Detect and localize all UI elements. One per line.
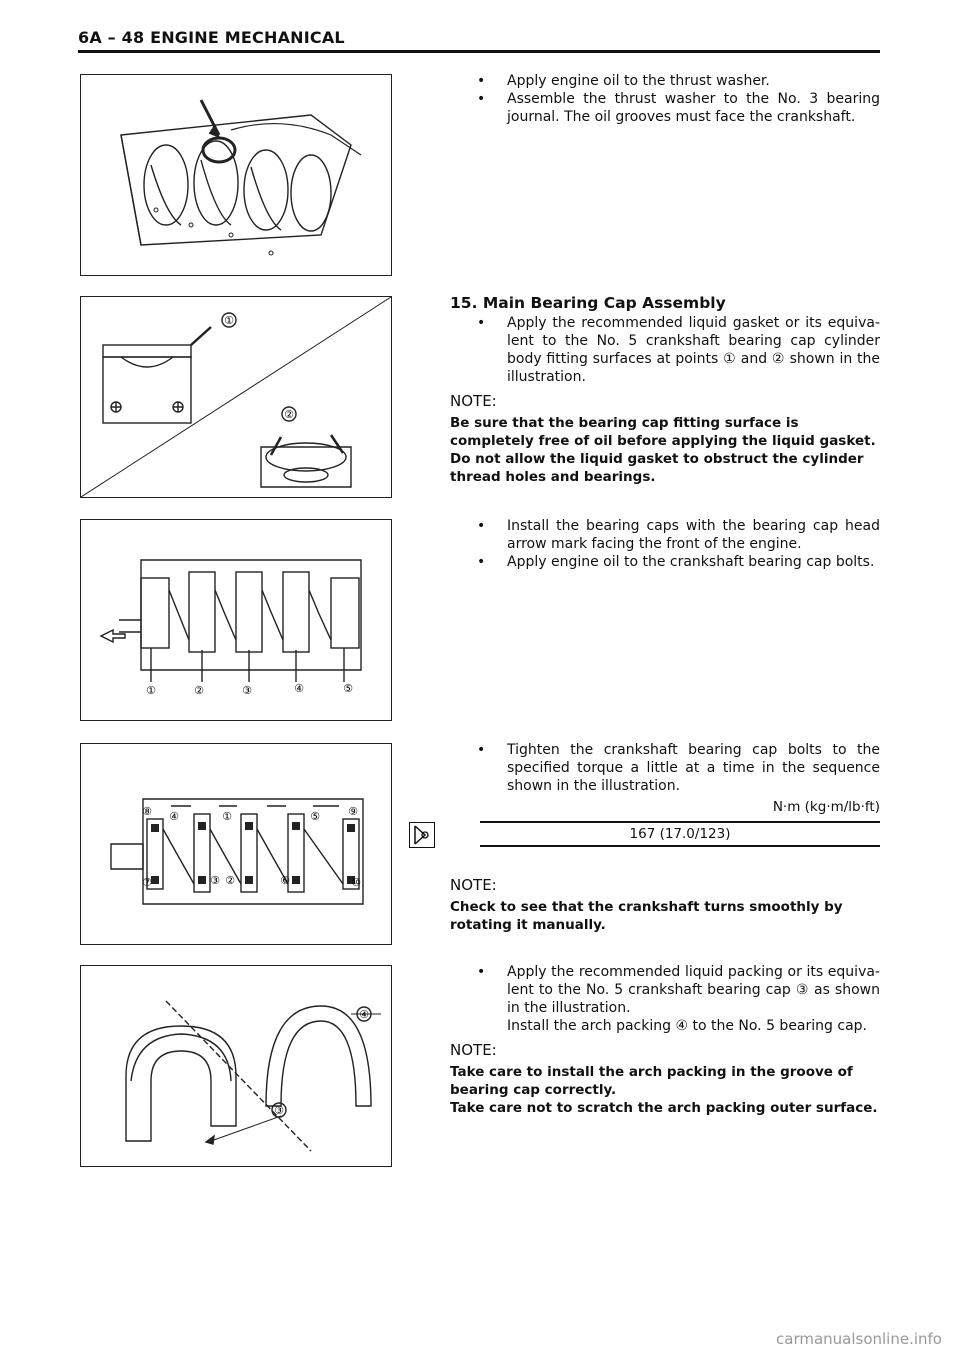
section-tighten-bolts [450, 741, 880, 795]
note-label: NOTE: [450, 876, 497, 894]
figure-tightening-sequence [80, 743, 392, 945]
figure-arch-packing [80, 965, 392, 1167]
callout-2: ② [225, 874, 235, 887]
callout-2: ② [194, 684, 204, 697]
header-rule [78, 50, 880, 53]
callout-4: ④ [359, 1008, 369, 1021]
callout-2: ② [284, 408, 294, 421]
sub-instruction: Install the arch packing ④ to the No. 5 bearing cap. [507, 1018, 867, 1034]
section-main-bearing-cap [450, 294, 880, 486]
note-text: Take care to install the arch packing in the groove of bearing cap correctly. [450, 1064, 853, 1098]
section-install-caps [450, 517, 880, 571]
callout-9: ⑨ [348, 805, 358, 818]
list-item: • Apply the recommended liquid gasket or its equiva-lent to the No. 5 crankshaft bearing cap cylinder body fitting surfaces at points ① and ② shown in the illustration. [450, 314, 880, 386]
callout-3: ③ [242, 684, 252, 697]
section-arch-packing [450, 963, 880, 1117]
callout-4: ④ [294, 682, 304, 695]
tightening-sequence-illustration [81, 744, 391, 944]
callout-6: ⑥ [280, 874, 290, 887]
callout-ref-3: ③ [795, 982, 809, 998]
figure-liquid-gasket [80, 296, 392, 498]
bearing-caps-illustration [81, 520, 391, 720]
note-label: NOTE: [450, 1041, 497, 1059]
thrust-washer-illustration [81, 75, 391, 275]
callout-5: ⑤ [310, 810, 320, 823]
callout-ref-4: ④ [675, 1018, 688, 1034]
note-text: Check to see that the crankshaft turns smoothly by rotating it manually. [450, 899, 843, 933]
callout-10: ⑩ [351, 876, 361, 889]
torque-unit: N·m (kg·m/lb·ft) [772, 799, 880, 815]
callout-5: ⑤ [343, 682, 353, 695]
list-item: • Apply engine oil to the crankshaft bearing cap bolts. [450, 553, 880, 571]
callout-4: ④ [169, 810, 179, 823]
torque-value: 167 (17.0/123) [480, 821, 880, 847]
callout-8: ⑧ [142, 805, 152, 818]
list-item: • Install the bearing caps with the bearing cap head arrow mark facing the front of the engine. [450, 517, 880, 553]
note-text: Be sure that the bearing cap fitting surface is completely free of oil before applying the liquid gasket. [450, 415, 876, 449]
callout-1: ① [222, 810, 232, 823]
callout-1: ① [146, 684, 156, 697]
callout-3: ③ [210, 874, 220, 887]
callout-1: ① [224, 314, 234, 327]
page-header-title: 6A – 48 ENGINE MECHANICAL [78, 28, 345, 47]
list-item: • Apply the recommended liquid packing or its equiva-lent to the No. 5 crankshaft bearing cap ③ as shown in the illustration. [450, 963, 880, 1017]
section-tighten-note [450, 870, 880, 934]
section-title: 15. Main Bearing Cap Assembly [450, 294, 726, 312]
liquid-gasket-illustration [81, 297, 391, 497]
note-text: Do not allow the liquid gasket to obstruct the cylinder thread holes and bearings. [450, 451, 864, 485]
list-item: • Tighten the crankshaft bearing cap bolts to the specified torque a little at a time in the sequence shown in the illustration. [450, 741, 880, 795]
watermark: carmanualsonline.info [776, 1330, 942, 1348]
callout-ref-2: ② [771, 351, 785, 367]
note-text: Take care not to scratch the arch packing outer surface. [450, 1100, 878, 1116]
callout-3: ③ [274, 1104, 284, 1117]
torque-spec-table [480, 799, 880, 847]
figure-thrust-washer [80, 74, 392, 276]
list-item: • Apply engine oil to the thrust washer. [450, 72, 880, 90]
section-thrust-washer [450, 72, 880, 126]
figure-bearing-caps [80, 519, 392, 721]
note-label: NOTE: [450, 392, 497, 410]
callout-7: ⑦ [142, 876, 152, 889]
list-item: • Assemble the thrust washer to the No. 3 bearing journal. The oil grooves must face the crankshaft. [450, 90, 880, 126]
torque-wrench-icon [409, 822, 435, 848]
arch-packing-illustration [81, 966, 391, 1166]
callout-ref-1: ① [723, 351, 736, 367]
